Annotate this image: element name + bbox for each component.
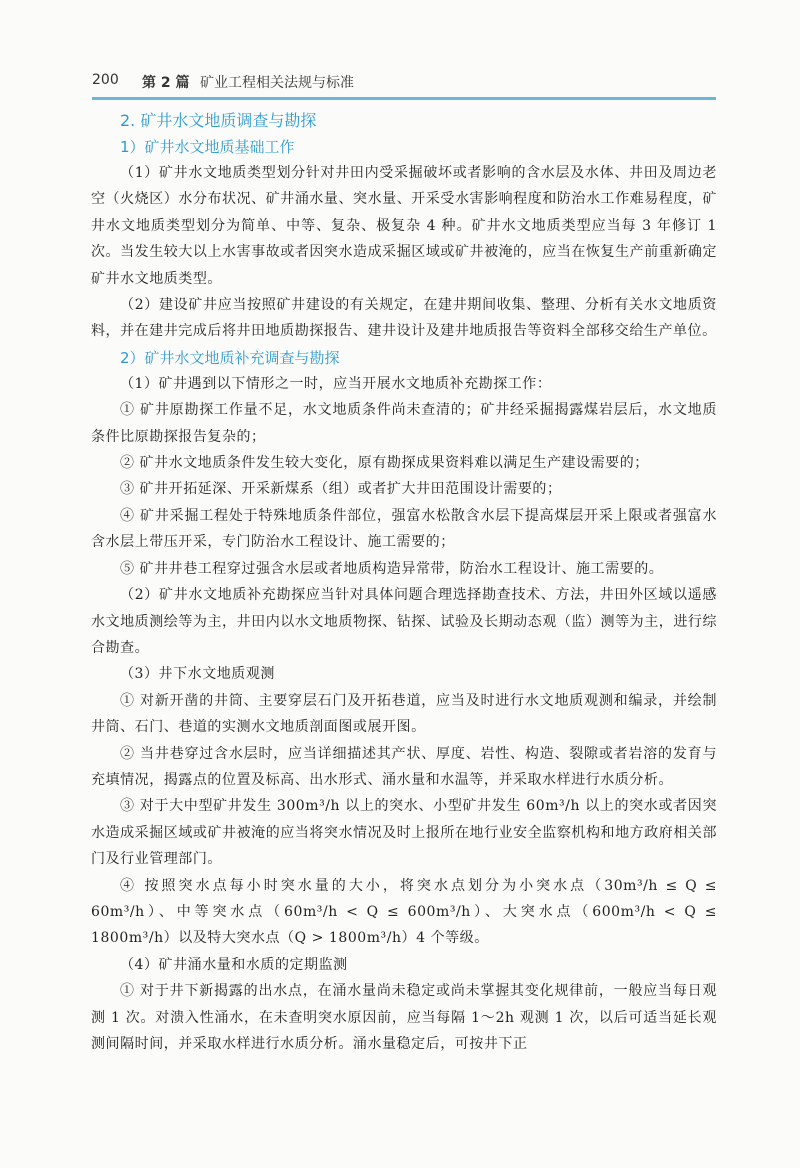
list-item: ② 矿井水文地质条件发生较大变化，原有勘探成果资料难以满足生产建设需要的； <box>120 455 649 472</box>
page-header <box>92 70 716 92</box>
list-item: ④ 矿井采掘工程处于特殊地质条件部位，强富水松散含水层下提高煤层开采上限或者强富水含水层上带压开采，专门防治水工程设计、施工需要的； <box>91 507 717 551</box>
list-item: ① 对新开凿的井筒、主要穿层石门及开拓巷道，应当及时进行水文地质观测和编录，并绘制井筒、石门、巷道的实测水文地质剖面图或展开图。 <box>91 692 717 736</box>
part-label: 第 2 篇 <box>142 75 190 91</box>
paragraph: （2）建设矿井应当按照矿井建设的有关规定，在建井期间收集、整理、分析有关水文地质资料，并在建井完成后将井田地质勘探报告、建井设计及建井地质报告等资料全部移交给生产单位。 <box>91 297 717 340</box>
list-item: ③ 矿井开拓延深、开采新煤系（组）或者扩大井田范围设计需要的； <box>120 481 562 498</box>
list-item: ① 矿井原勘探工作量不足，水文地质条件尚未查清的；矿井经采掘揭露煤岩层后，水文地质条件比原勘探报告复杂的； <box>91 402 717 445</box>
header-rule <box>92 97 716 100</box>
paragraph: （3）井下水文地质观测 <box>120 666 275 683</box>
list-item: ③ 对于大中型矿井发生 300m³/h 以上的突水、小型矿井发生 60m³/h 以上的突水或者因突水造成采掘区域或矿井被淹的应当将突水情况及时上报所在地行业安全监察机构和地方政府相关部门及行业管理部门。 <box>91 798 717 868</box>
paragraph: （4）矿井涌水量和水质的定期监测 <box>120 956 348 973</box>
page-body <box>91 108 717 1057</box>
page-number: 200 <box>92 72 119 88</box>
paragraph: （1）矿井遇到以下情形之一时，应当开展水文地质补充勘探工作： <box>120 375 552 392</box>
paragraph: （1）矿井水文地质类型划分针对井田内受采掘破坏或者影响的含水层及水体、井田及周边老空（火烧区）水分布状况、矿井涌水量、突水量、开采受水害影响程度和防治水工作难易程度，矿井水文地质类型划分为简单、中等、复杂、极复杂 4 种。矿井水文地质类型应当每 3 年修订 1 次。当发生较大以上水害事故或者因突水造成采掘区域或矿井被淹的，应当在恢复生产前重新确定矿井水文地质类型。 <box>91 165 717 287</box>
section-heading: 2. 矿井水文地质调查与勘探 <box>120 111 317 130</box>
list-item: ① 对于井下新揭露的出水点，在涌水量尚未稳定或尚未掌握其变化规律前，一般应当每日观测 1 次。对溃入性涌水，在未查明突水原因前，应当每隔 1～2h 观测 1 次，以后可适当延长观测间隔时间，并采取水样进行水质分析。涌水量稳定后，可按井下正 <box>91 983 717 1052</box>
subsection-heading-1: 1）矿井水文地质基础工作 <box>120 138 295 156</box>
running-title: 矿业工程相关法规与标准 <box>200 75 354 91</box>
subsection-heading-2: 2）矿井水文地质补充调查与勘探 <box>120 348 340 367</box>
list-item: ⑤ 矿井井巷工程穿过强含水层或者地质构造异常带，防治水工程设计、施工需要的。 <box>120 560 664 577</box>
list-item: ② 当井巷穿过含水层时，应当详细描述其产状、厚度、岩性、构造、裂隙或者岩溶的发育与充填情况，揭露点的位置及标高、出水形式、涌水量和水温等，并采取水样进行水质分析。 <box>91 745 717 788</box>
paragraph: （2）矿井水文地质补充勘探应当针对具体问题合理选择勘查技术、方法，井田外区域以遥感水文地质测绘等为主，井田内以水文地质物探、钻探、试验及长期动态观（监）测等为主，进行综合勘查。 <box>91 587 717 656</box>
list-item: ④ 按照突水点每小时突水量的大小，将突水点划分为小突水点（30m³/h ≤ Q ≤ 60m³/h）、中等突水点（60m³/h < Q ≤ 600m³/h）、大突水点（600m³/h < Q ≤ 1800m³/h）以及特大突水点（Q > 1800m³/h）4 个等级。 <box>91 877 717 947</box>
